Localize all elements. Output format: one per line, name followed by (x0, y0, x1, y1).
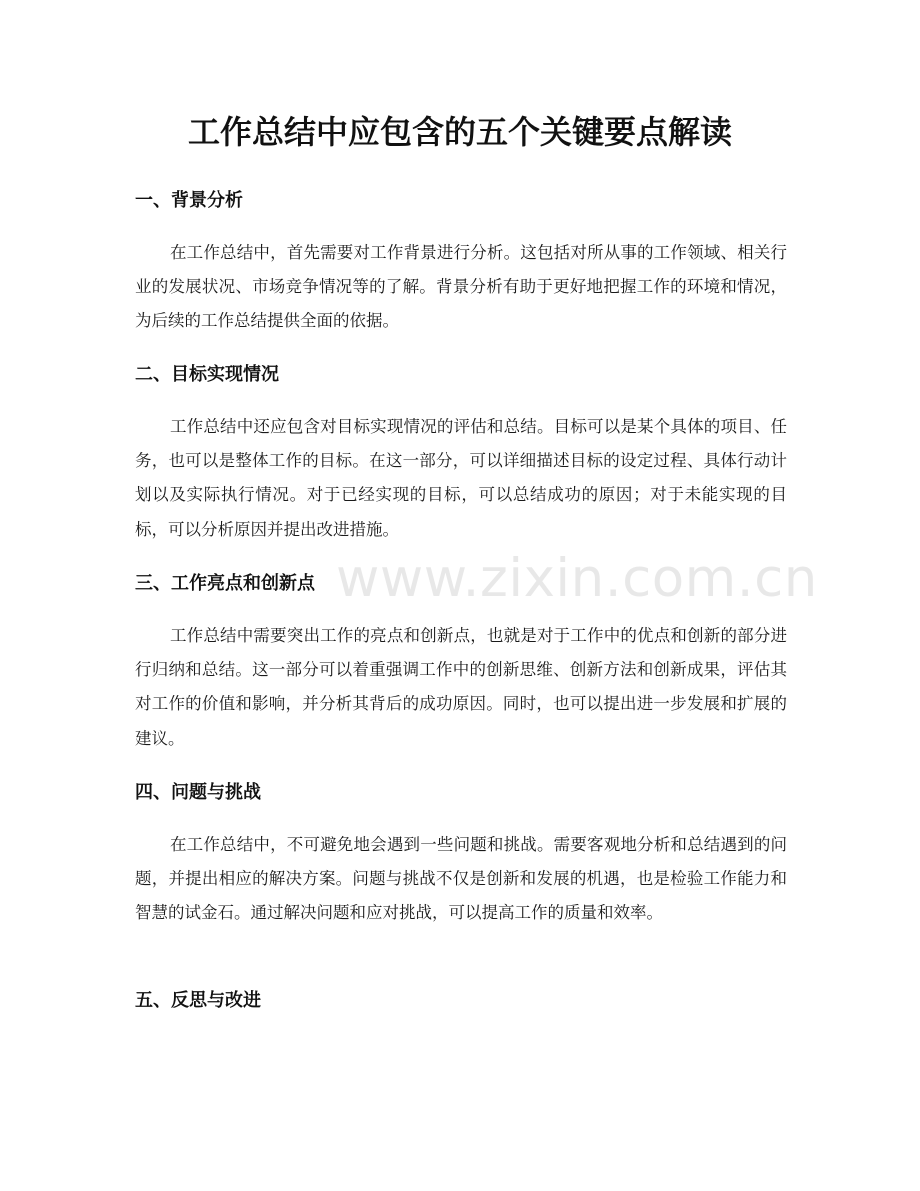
section-heading-highlights: 三、工作亮点和创新点 (135, 573, 315, 594)
section-heading-background: 一、背景分析 (135, 190, 243, 211)
section-paragraph-problems: 在工作总结中，不可避免地会遇到一些问题和挑战。需要客观地分析和总结遇到的问题，并提出相应的解决方案。问题与挑战不仅是创新和发展的机遇，也是检验工作能力和智慧的试金石。通过解决问题和应对挑战，可以提高工作的质量和效率。 (135, 835, 787, 923)
page-title: 工作总结中应包含的五个关键要点解读 (187, 113, 732, 151)
section-heading-problems: 四、问题与挑战 (135, 782, 261, 803)
section-paragraph-highlights: 工作总结中需要突出工作的亮点和创新点，也就是对于工作中的优点和创新的部分进行归纳和总结。这一部分可以着重强调工作中的创新思维、创新方法和创新成果，评估其对工作的价值和影响，并分析其背后的成功原因。同时，也可以提出进一步发展和扩展的建议。 (135, 626, 787, 748)
section-heading-reflection: 五、反思与改进 (135, 990, 261, 1011)
section-heading-goals: 二、目标实现情况 (135, 364, 279, 385)
section-paragraph-goals: 工作总结中还应包含对目标实现情况的评估和总结。目标可以是某个具体的项目、任务，也可以是整体工作的目标。在这一部分，可以详细描述目标的设定过程、具体行动计划以及实际执行情况。对于已经实现的目标，可以总结成功的原因；对于未能实现的目标，可以分析原因并提出改进措施。 (135, 417, 787, 539)
section-paragraph-background: 在工作总结中，首先需要对工作背景进行分析。这包括对所从事的工作领域、相关行业的发展状况、市场竞争情况等的了解。背景分析有助于更好地把握工作的环境和情况，为后续的工作总结提供全面的依据。 (135, 243, 787, 331)
watermark: www.zixin.com.cn (336, 548, 818, 609)
